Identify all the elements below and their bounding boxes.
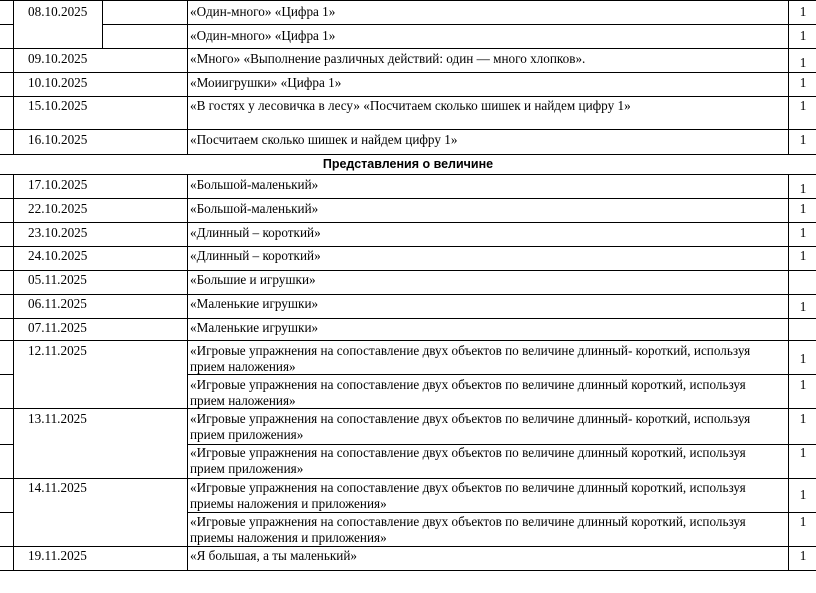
date-cell: 10.10.2025 [28, 75, 88, 90]
row-border [0, 48, 816, 49]
row-border [0, 129, 816, 130]
topic-cell: «Длинный – короткий» [190, 225, 321, 240]
row-border [0, 318, 816, 319]
date-cell: 07.11.2025 [28, 320, 87, 335]
date-cell: 19.11.2025 [28, 548, 87, 563]
date-cell: 15.10.2025 [28, 98, 88, 113]
topic-cell: «Я большая, а ты маленький» [190, 548, 357, 563]
column-border [788, 318, 789, 340]
hours-cell: 1 [799, 248, 807, 263]
column-border [102, 0, 103, 48]
hours-cell: 1 [799, 377, 807, 392]
row-border [0, 154, 816, 155]
hours-cell: 1 [799, 55, 807, 70]
column-border [187, 0, 188, 154]
date-cell: 22.10.2025 [28, 201, 88, 216]
hours-cell: 1 [799, 98, 807, 113]
date-cell: 09.10.2025 [28, 51, 88, 66]
topic-cell: «Игровые упражнения на сопоставление двух объектов по величине длинный короткий, используя прием приложения» [190, 445, 746, 476]
hours-cell: 1 [799, 514, 807, 529]
topic-cell: «Большой-маленький» [190, 201, 319, 216]
hours-cell: 1 [799, 28, 807, 43]
row-border [0, 24, 816, 25]
topic-cell: «Большие и игрушки» [190, 272, 316, 287]
date-cell: 08.10.2025 [28, 4, 88, 19]
topic-cell: «Маленькие игрушки» [190, 320, 319, 335]
row-border [0, 198, 816, 199]
date-cell: 14.11.2025 [28, 480, 87, 495]
row-border [0, 294, 816, 295]
row-border [0, 96, 816, 97]
topic-cell: «Длинный – короткий» [190, 248, 321, 263]
topic-cell: «Посчитаем сколько шишек и найдем цифру 1» [190, 132, 458, 147]
hours-cell: 1 [799, 299, 807, 314]
hours-cell: 1 [799, 181, 807, 196]
date-cell: 16.10.2025 [28, 132, 88, 147]
row-border [0, 340, 816, 341]
topic-cell: «Моиигрушки» «Цифра 1» [190, 75, 342, 90]
column-border [13, 0, 14, 154]
topic-cell: «Игровые упражнения на сопоставление двух объектов по величине длинный короткий, используя приемы наложения и приложения» [190, 514, 746, 545]
hours-cell: 1 [799, 487, 807, 502]
row-border [0, 174, 816, 175]
date-cell: 17.10.2025 [28, 177, 88, 192]
column-border [788, 174, 789, 570]
row-border [0, 546, 816, 547]
date-cell: 13.11.2025 [28, 411, 87, 426]
hours-cell: 1 [799, 132, 807, 147]
topic-cell: «Игровые упражнения на сопоставление двух объектов по величине длинный- короткий, используя прием приложения» [190, 411, 751, 442]
topic-cell: «Большой-маленький» [190, 177, 319, 192]
section-title: Представления о величине [322, 157, 494, 171]
merged-cell-gap [13, 512, 187, 513]
hours-cell: 1 [799, 548, 807, 563]
row-border [0, 478, 816, 479]
merged-cell-gap [13, 444, 187, 445]
topic-cell: «Один-много» «Цифра 1» [190, 4, 336, 19]
column-border [187, 174, 188, 570]
row-border [0, 222, 816, 223]
topic-cell: «В гостях у лесовичка в лесу» «Посчитаем сколько шишек и найдем цифру 1» [190, 98, 631, 113]
row-border [0, 270, 816, 271]
date-cell: 24.10.2025 [28, 248, 88, 263]
topic-cell: «Игровые упражнения на сопоставление двух объектов по величине длинный короткий, используя прием наложения» [190, 377, 746, 408]
merged-cell-gap [13, 374, 187, 375]
row-border [0, 570, 816, 571]
hours-cell: 1 [799, 351, 807, 366]
topic-cell: «Игровые упражнения на сопоставление двух объектов по величине длинный- короткий, используя прием наложения» [190, 343, 751, 374]
column-border [788, 0, 789, 154]
merged-cell-gap [13, 24, 102, 25]
topic-cell: «Один-много» «Цифра 1» [190, 28, 336, 43]
topic-cell: «Игровые упражнения на сопоставление двух объектов по величине длинный короткий, используя приемы наложения и приложения» [190, 480, 746, 511]
row-border [0, 246, 816, 247]
hours-cell: 1 [799, 445, 807, 460]
hours-cell: 1 [799, 75, 807, 90]
hours-cell: 1 [799, 201, 807, 216]
date-cell: 05.11.2025 [28, 272, 87, 287]
date-cell: 06.11.2025 [28, 296, 87, 311]
hours-cell: 1 [799, 411, 807, 426]
hours-cell: 1 [799, 225, 807, 240]
topic-cell: «Маленькие игрушки» [190, 296, 319, 311]
row-border [0, 0, 816, 1]
column-border [13, 174, 14, 570]
date-cell: 12.11.2025 [28, 343, 87, 358]
row-border [0, 72, 816, 73]
hours-cell: 1 [799, 4, 807, 19]
topic-cell: «Много» «Выполнение различных действий: один — много хлопков». [190, 51, 586, 66]
date-cell: 23.10.2025 [28, 225, 88, 240]
